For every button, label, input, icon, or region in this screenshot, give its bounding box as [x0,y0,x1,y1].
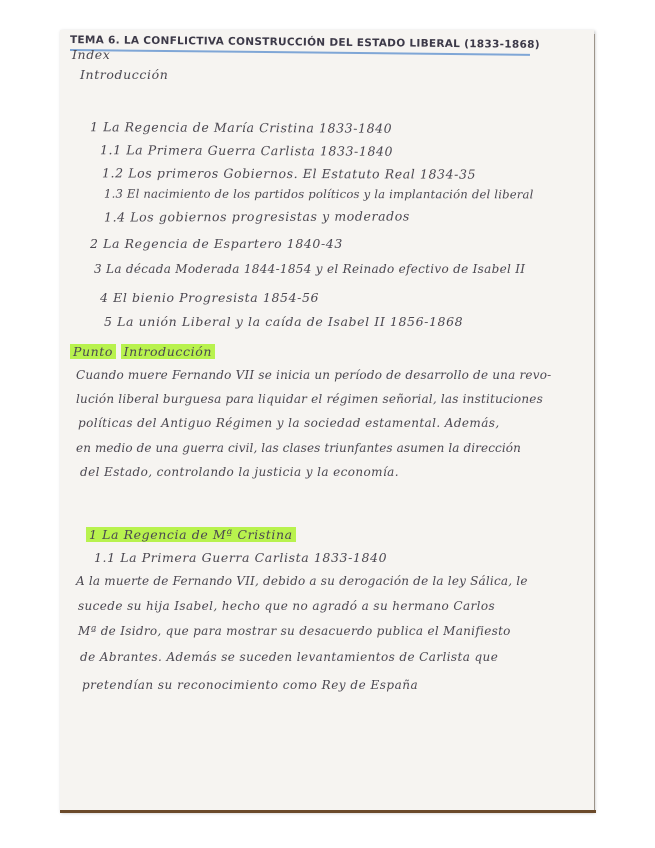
paper-shadow [60,810,596,813]
index-item: 1.3 El nacimiento de los partidos políticos y la implantación del liberal [103,186,534,202]
intro-label: Introducción [80,67,169,82]
paragraph-line: Mª de Isidro, que para mostrar su desacuerdo publica el Manifiesto [78,624,511,638]
paragraph-line: de Abrantes. Además se suceden levantamientos de Carlista que [80,650,499,664]
section-1-subheading: 1.1 La Primera Guerra Carlista 1833-1840 [94,550,388,565]
index-item: 1 La Regencia de María Cristina 1833-1840 [89,119,393,136]
paragraph-line: sucede su hija Isabel, hecho que no agradó a su hermano Carlos [78,599,496,613]
index-item: 2 La Regencia de Espartero 1840-43 [90,236,343,251]
index-label: Index [72,47,111,62]
notebook-page [60,30,594,812]
index-item: 3 La década Moderada 1844-1854 y el Reinado efectivo de Isabel II [94,262,526,276]
paragraph-line: lución liberal burguesa para liquidar el régimen señorial, las instituciones [76,392,543,406]
paragraph-line: políticas del Antiguo Régimen y la sociedad estamental. Además, [78,416,500,430]
paragraph-line: Cuando muere Fernando VII se inicia un período de desarrollo de una revo- [76,368,552,382]
index-item: 1.1 La Primera Guerra Carlista 1833-1840 [99,142,394,159]
paragraph-line: del Estado, controlando la justicia y la economía. [80,465,399,479]
index-item: 5 La unión Liberal y la caída de Isabel II 1856-1868 [104,314,464,329]
index-item: 1.2 Los primeros Gobiernos. El Estatuto Real 1834-35 [101,165,477,182]
index-item: 4 El bienio Progresista 1854-56 [100,290,320,305]
paragraph-line: A la muerte de Fernando VII, debido a su derogación de la ley Sálica, le [76,574,528,588]
section-intro-heading-part2: Introducción [121,344,215,359]
index-item: 1.4 Los gobiernos progresistas y moderados [103,208,410,225]
section-intro-heading [70,344,215,359]
section-1-heading: 1 La Regencia de Mª Cristina [86,527,296,542]
paragraph-line: en medio de una guerra civil, las clases triunfantes asumen la dirección [76,441,521,455]
section-intro-heading-part1: Punto [70,344,116,359]
paragraph-line: pretendían su reconocimiento como Rey de España [82,678,419,692]
page-title: TEMA 6. LA CONFLICTIVA CONSTRUCCIÓN DEL ESTADO LIBERAL (1833-1868) [69,34,540,51]
